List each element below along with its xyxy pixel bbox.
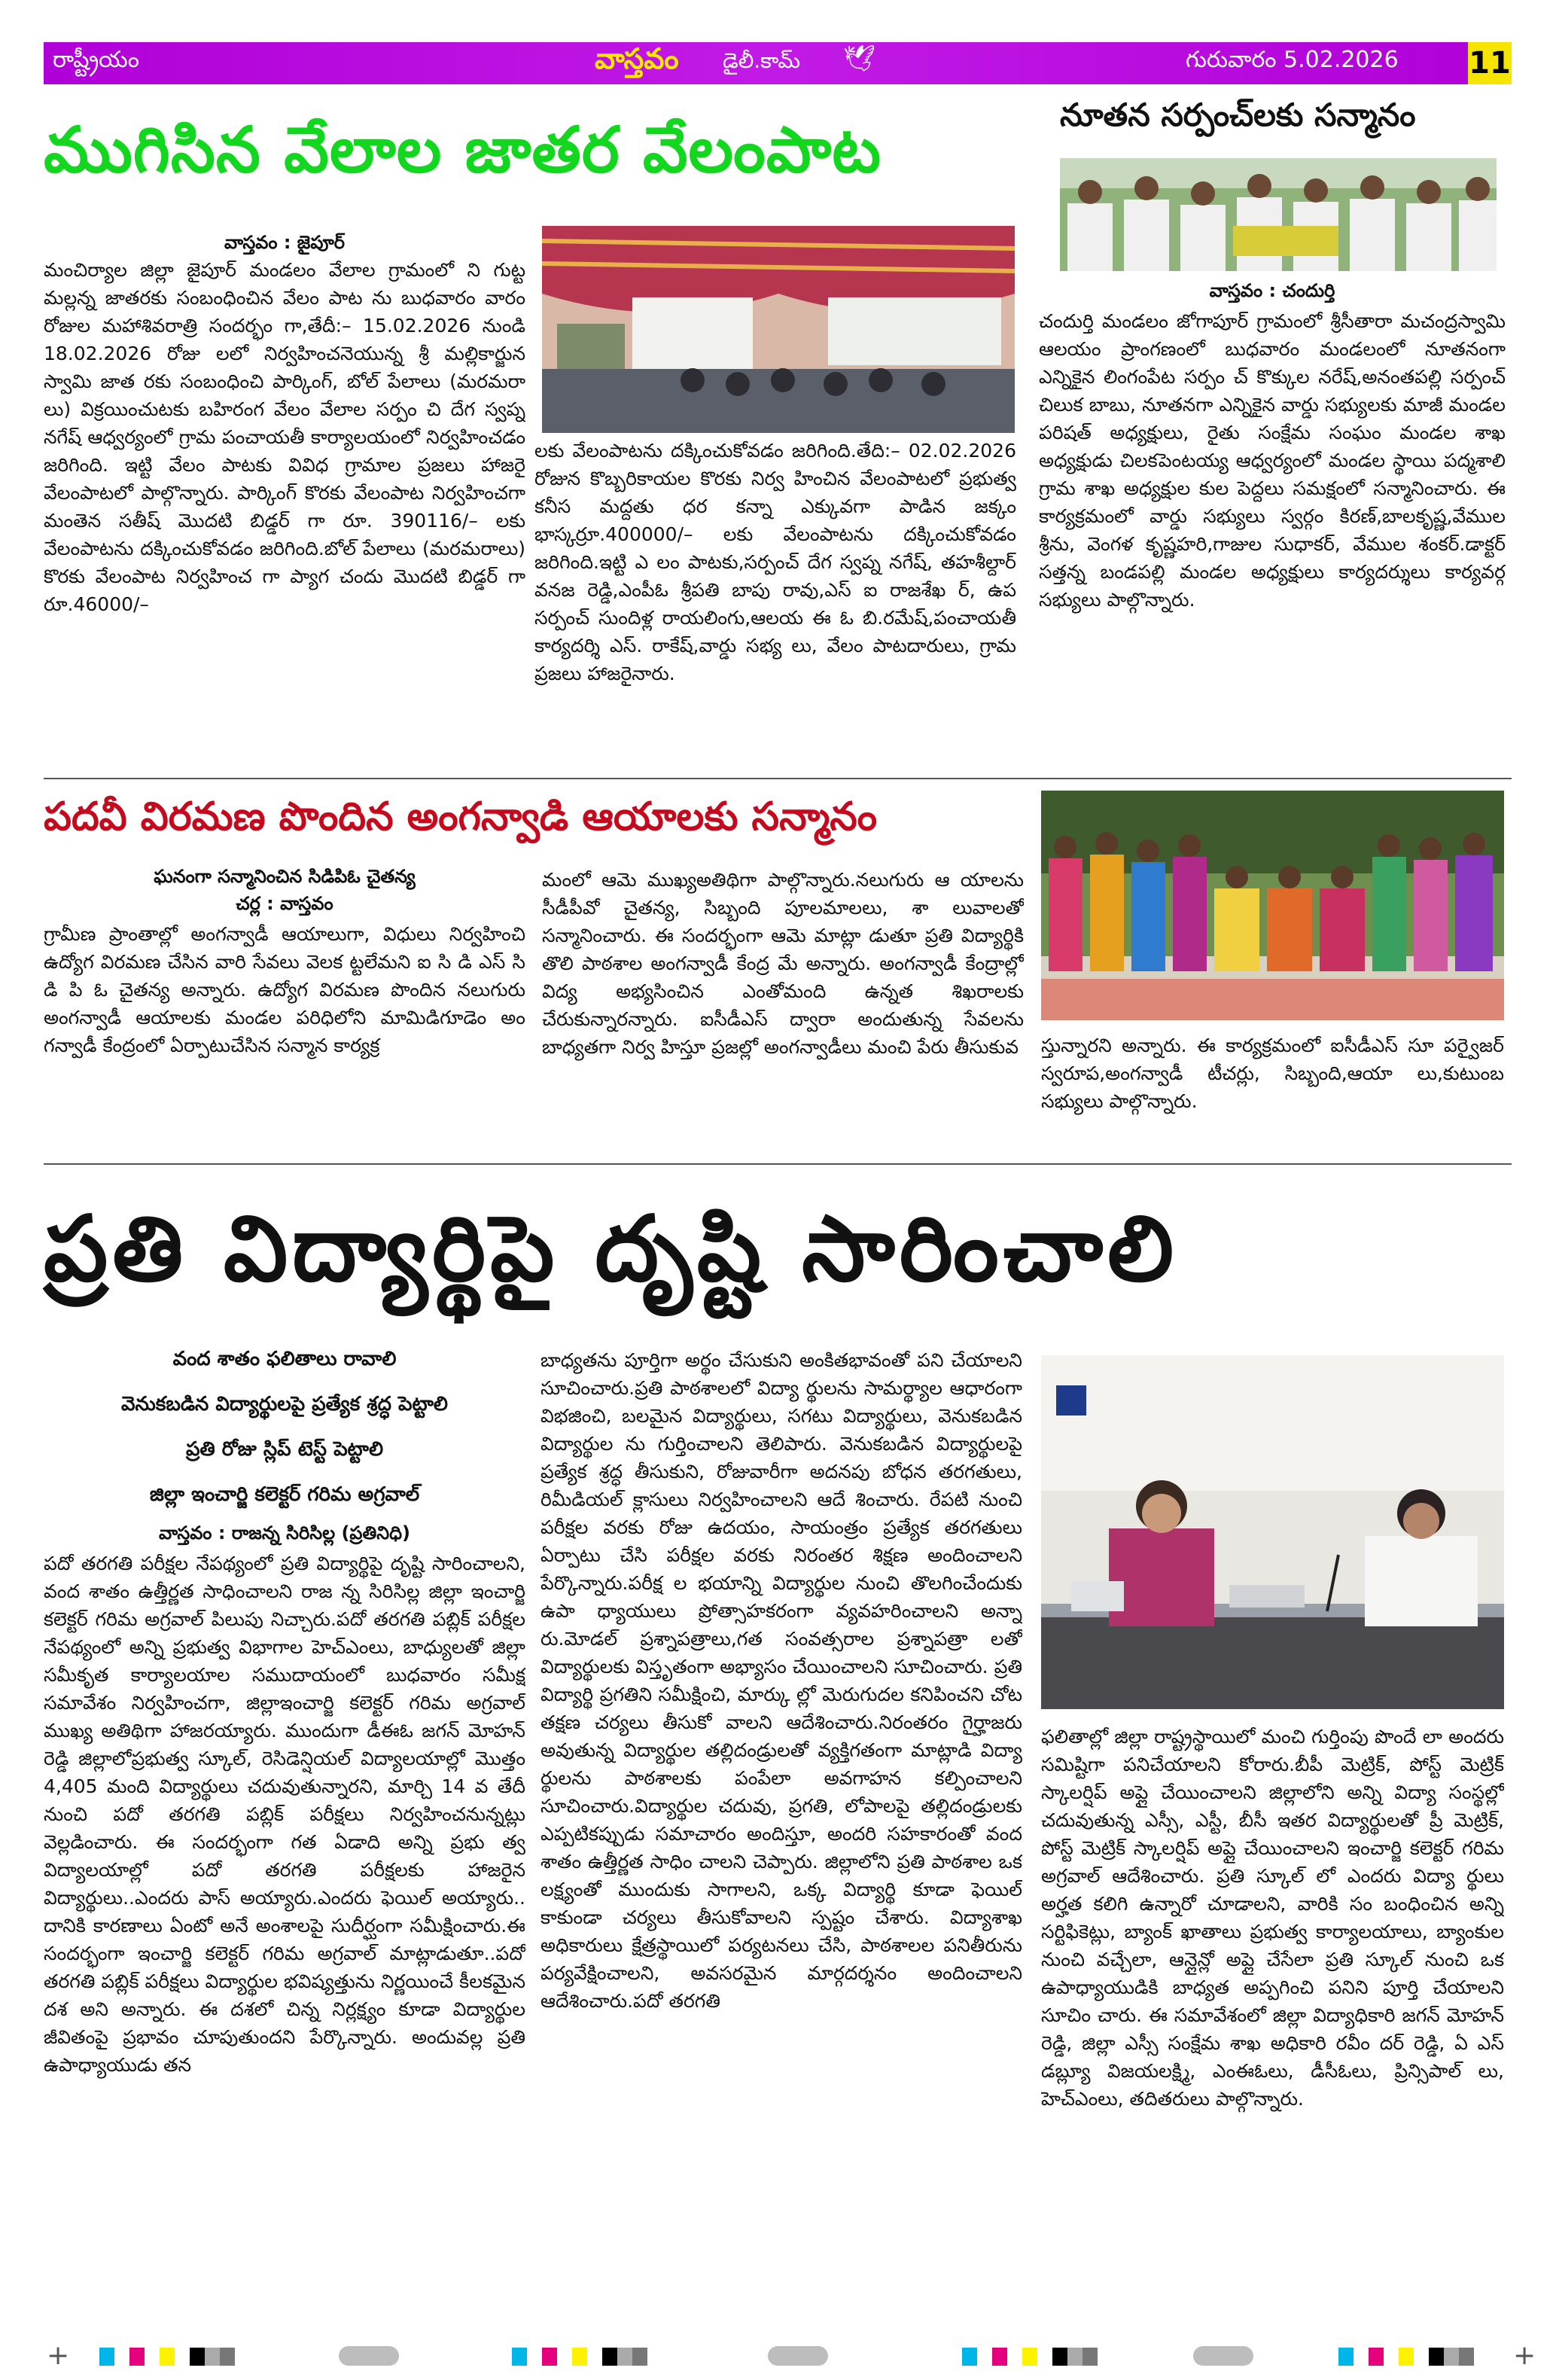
story4-photo xyxy=(1041,1355,1504,1709)
newspaper-logo: వాస్తవం xyxy=(595,42,679,75)
story4-headline: ప్రతి విద్యార్థిపై దృష్టి సారించాలి xyxy=(44,1197,1179,1302)
story1-photo xyxy=(542,226,1015,433)
story1-headline: ముగిసిన వేలాల జాతర వేలంపాట xyxy=(44,113,882,187)
story3-dateline: చర్ల : వాస్తవం xyxy=(236,893,333,914)
story3-subhead: ఘనంగా సన్మానించిన సిడిపిఓ చైతన్య xyxy=(154,866,416,887)
section-divider-2 xyxy=(44,1163,1512,1165)
registration-cross-icon-2: + xyxy=(1513,2340,1536,2371)
story4-column-2: బాధ్యతను పూర్తిగా అర్థం చేసుకుని అంకితభావంతో పని చేయాలని సూచించారు.ప్రతి పాఠశాలలో విద్యా ర్థులను సామర్థ్యాల ఆధారంగా విభజించి, బలమైన విద్యార్థులు, సగటు విద్యార్థులు, వెనుకబడిన విద్యార్థుల ను గుర్తించాలని తెలిపారు. వెనుకబడిన విద్యార్థులపై ప్రత్యేక శ్రద్ధ తీసుకుని, రోజువారీగా అదనపు బోధన తరగతులు, రిమీడియల్ క్లాసులు నిర్వహించాలని ఆదే శించారు. రేపటి నుంచి పరీక్షల వరకు రోజు ఉదయం, సాయంత్రం ప్రత్యేక తరగతులు ఏర్పాటు చేసి పరీక్షల వరకు నిరంతర శిక్షణ అందించాలని పేర్కొన్నారు.పరీక్ష ల భయాన్ని విద్యార్థుల నుంచి తొలగించేందుకు ఉపా ధ్యాయులు ప్రోత్సాహకరంగా వ్యవహరించాలని అన్నా రు.మోడల్ ప్రశ్నాపత్రాలు,గత సంవత్సరాల ప్రశ్నాపత్రా లతో విద్యార్థులకు విస్తృతంగా అభ్యాసం చేయించాలని సూచించారు. ప్రతి విద్యార్థి ప్రగతిని సమీక్షించి, మార్కు ల్లో మెరుగుదల కనిపించని చోట తక్షణ చర్యలు తీసుకో వాలని ఆదేశించారు.నిరంతరం గైర్హాజరు అవుతున్న విద్యార్థుల తల్లిదండ్రులతో వ్యక్తిగతంగా మాట్లాడి విద్యా ర్థులను పాఠశాలకు పంపేలా అవగాహన కల్పించాలని సూచించారు.విద్యార్థుల చదువు, ప్రగతి, లోపాలపై తల్లిదండ్రులకు ఎప్పటికప్పుడు సమాచారం అందిస్తూ, అందరి సహకారంతో వంద శాతం ఉత్తీర్ణత సాధిం చాలని చెప్పారు. జిల్లాలోని ప్రతి పాఠశాల ఒక లక్ష్యంతో ముందుకు సాగాలని, ఒక్క విద్యార్థి కూడా ఫెయిల్ కాకుండా చర్యలు తీసుకోవాలని స్పష్టం చేశారు. విద్యాశాఖ అధికారులు క్షేత్రస్థాయిలో పర్యటనలు చేసి, పాఠశాలల పనితీరును పర్యవేక్షించాలని, అవసరమైన మార్గదర్శనం అందించాలని ఆదేశించారు.పదో తరగతి xyxy=(540,1349,1022,2012)
story2-photo xyxy=(1060,158,1497,271)
story3-column-1: గ్రామీణ ప్రాంతాల్లో అంగన్వాడీ ఆయాలుగా, విధులు నిర్వహించి ఉద్యోగ విరమణ చేసిన వారి సేవలు వెలక ట్టలేమని ఐ సి డి ఎస్ సి డి పి ఓ చైతన్య అన్నారు. ఉద్యోగ విరమణ పొందిన నలుగురు అంగన్వాడీ ఆయాలకు మండల పరిధిలోని మామిడిగూడెం అం గన్వాడీ కేంద్రంలో ఏర్పాటుచేసిన సన్మాన కార్యక్ర xyxy=(44,923,525,1056)
section-name: రాష్ట్రీయం xyxy=(53,47,139,73)
registration-pill-2 xyxy=(768,2346,828,2366)
story4-dateline: వాస్తవం : రాజన్న సిరిసిల్ల (ప్రతినిధి) xyxy=(158,1522,411,1543)
story4-column-3: ఫలితాల్లో జిల్లా రాష్ట్రస్థాయిలో మంచి గుర్తింపు పొందే లా అందరు సమిష్టిగా పనిచేయాలని కోరారు.బీపీ మెట్రిక్, పోస్ట్ మెట్రిక్ స్కాలర్షిప్ అప్లై చేయించాలని జిల్లాలోని అన్ని విద్యా సంస్థల్లో చదువుతున్న ఎస్సీ, ఎస్టీ, బీసీ ఇతర విద్యార్థులతో ప్రీ మెట్రిక్, పోస్ట్ మెట్రిక్ స్కాలర్షిప్ అప్లై చేయించాలని ఇంచార్జి కలెక్టర్ గరిమ అగ్రవాల్ ఆదేశించారు. ప్రతి స్కూల్ లో ఎందరు విద్యా ర్థులు అర్హత కలిగి ఉన్నారో చూడాలని, వారికి సం బంధించిన అన్ని సర్టిఫికెట్లు, బ్యాంక్ ఖాతాలు ప్రభుత్వ కార్యాలయాలు, బ్యాంకుల నుంచి వచ్చేలా, ఆన్లైన్లో అప్లై చేసేలా ప్రతి స్కూల్ నుంచి ఒక ఉపాధ్యాయుడికి బాధ్యత అప్పగించి పనిని పూర్తి చేయాలని సూచిం చారు. ఈ సమావేశంలో జిల్లా విద్యాధికారి జగన్ మోహన్ రెడ్డి, జిల్లా ఎస్సీ సంక్షేమ శాఖ అధికారి రవీం దర్ రెడ్డి, ఏ ఎస్ డబ్ల్యూ విజయలక్ష్మి, ఎంఈఓలు, డీసీఓలు, ప్రిన్సిపాల్ లు, హెచ్ఎంలు, తదితరులు పాల్గొన్నారు. xyxy=(1041,1726,1504,2110)
color-bar-4 xyxy=(1338,2348,1474,2366)
story4-column-1: పదో తరగతి పరీక్షల నేపథ్యంలో ప్రతి విద్యార్థిపై దృష్టి సారించాలని, వంద శాతం ఉత్తీర్ణత సాధించాలని రాజ న్న సిరిసిల్ల జిల్లా ఇంచార్జి కలెక్టర్ గరిమ అగ్రవాల్ పిలుపు నిచ్చారు.పదో తరగతి పబ్లిక్ పరీక్షల నేపథ్యంలో అన్ని ప్రభుత్వ విభాగాల హెచ్ఎంలు, బాధ్యులతో జిల్లా సమీకృత కార్యాలయాల సముదాయంలో బుధవారం సమీక్ష సమావేశం నిర్వహించగా, జిల్లాఇంచార్జి కలెక్టర్ గరిమ అగ్రవాల్ ముఖ్య అతిథిగా హాజరయ్యారు. ముందుగా డీఈఓ జగన్ మోహన్ రెడ్డి జిల్లాలోప్రభుత్వ స్కూల్, రెసిడెన్షియల్ విద్యాలయాల్లో మొత్తం 4,405 మంది విద్యార్థులు చదువుతున్నారని, మార్చి 14 వ తేదీ నుంచి పదో తరగతి పబ్లిక్ పరీక్షలు నిర్వహించనున్నట్లు వెల్లడించారు. ఈ సందర్భంగా గత ఏడాది అన్ని ప్రభు త్వ విద్యాలయాల్లో పదో తరగతి పరీక్షలకు హాజరైన విద్యార్థులు..ఎందరు పాస్ అయ్యారు.ఎందరు ఫెయిల్ అయ్యారు.. దానికి కారణాలు ఏంటో అనే అంశాలపై సుదీర్ఘంగా సమీక్షించారు.ఈ సందర్భంగా ఇంచార్జి కలెక్టర్ గరిమ అగ్రవాల్ మాట్లాడుతూ..పదో తరగతి పబ్లిక్ పరీక్షలు విద్యార్థుల భవిష్యత్తును నిర్ణయించే కీలకమైన దశ అని అన్నారు. ఈ దశలో చిన్న నిర్లక్ష్యం కూడా విద్యార్థుల జీవితంపై ప్రభావం చూపుతుందని పేర్కొన్నారు. అందువల్ల ప్రతి ఉపాధ్యాయుడు తన xyxy=(44,1553,525,2076)
story4-subhead-2: వెనుకబడిన విద్యార్థులపై ప్రత్యేక శ్రద్ధ పెట్టాలి xyxy=(121,1393,448,1416)
story2-headline: నూతన సర్పంచ్‌లకు సన్మానం xyxy=(1060,96,1416,133)
story1-dateline: వాస్తవం : జైపూర్ xyxy=(224,232,345,253)
story3-headline: పదవీ విరమణ పొందిన అంగన్వాడి ఆయాలకు సన్మానం xyxy=(44,794,878,840)
section-divider xyxy=(44,778,1512,779)
story1-column-2: లకు వేలంపాటను దక్కించుకోవడం జరిగింది.తేది:– 02.02.2026 రోజున కొబ్బరికాయల కొరకు నిర్వ హించిన వేలంపాటలో ప్రభుత్వ కనీస మద్దతు ధర కన్నా ఎక్కువగా పాడిన జక్కం భాస్కర్రూ.400000/– లకు వేలంపాటను దక్కించుకోవడం జరిగింది.ఇట్టి ఎ లం పాటకు,సర్పంచ్ దేగ స్వప్న నగేష్, తహశీల్దార్ వనజ రెడ్డి,ఎంపీఓ శ్రీపతి బాపు రావు,ఎస్ ఐ రాజశేఖ ర్, ఉప సర్పంచ్ సుందిళ్ల రాయలింగు,ఆలయ ఈ ఓ బి.రమేష్,పంచాయతీ కార్యదర్శి ఎస్. రాకేష్,వార్డు సభ్య లు, వేలం పాటదారులు, గ్రామ ప్రజలు హాజరైనారు. xyxy=(534,440,1016,684)
color-bar-2 xyxy=(512,2348,647,2366)
registration-cross-icon: + xyxy=(47,2340,70,2371)
story3-photo xyxy=(1041,791,1504,1020)
color-bar-1 xyxy=(99,2348,235,2366)
story4-subhead-1: వంద శాతం ఫలితాలు రావాలి xyxy=(172,1348,397,1370)
registration-pill xyxy=(339,2346,399,2366)
story3-column-3: స్తున్నారని అన్నారు. ఈ కార్యక్రమంలో ఐసీడీఎస్ సూ పర్వైజర్ స్వరూప,అంగన్వాడీ టీచర్లు, సిబ్బంది,ఆయా లు,కుటుంబ సభ్యులు పాల్గొన్నారు. xyxy=(1041,1035,1504,1112)
color-bar-3 xyxy=(962,2348,1098,2366)
story4-subhead-4: జిల్లా ఇంచార్జి కలెక్టర్ గరిమ అగ్రవాల్ xyxy=(149,1483,420,1506)
registration-pill-3 xyxy=(1193,2346,1253,2366)
story4-subhead-3: ప్రతి రోజు స్లిప్ టెస్ట్ పెట్టాలి xyxy=(185,1438,384,1461)
story2-body: చందుర్తి మండలం జోగాపూర్ గ్రామంలో శ్రీసీతారా మచంద్రస్వామి ఆలయం ప్రాంగణంలో బుధవారం మండలంలో నూతనంగా ఎన్నికైన లింగంపేట సర్పం చ్ కొక్కుల నరేష్,అనంతపల్లి సర్పంచ్ చిలుక బాబు, నూతనగా ఎన్నికైన వార్డు సభ్యులకు మాజీ మండల పరిషత్ అధ్యక్షులు, రైతు సంక్షేమ సంఘం మండల శాఖ అధ్యక్షుడు చిలకపెంటయ్య ఆధ్వర్యంలో మండల స్థాయి పద్మశాలి గ్రామ శాఖ అధ్యక్షుల కుల పెద్దలు సమక్షంలో సన్మానించారు. ఈ కార్యక్రమంలో వార్డు సభ్యులు స్వర్గం కిరణ్,బాలకృష్ణ,వేముల శ్రీను, వెంగళ కృష్ణహరి,గాజుల సుధాకర్, వేముల శంకర్.డాక్టర్ సత్తన్న బండపల్లి మండల అధ్యక్షులు కార్యదర్శులు కార్యవర్గ సభ్యులు పాల్గొన్నారు. xyxy=(1039,310,1506,611)
bird-icon: 🕊 xyxy=(843,44,876,74)
newspaper-logo-sub: డైలీ.కామ్ xyxy=(723,48,801,73)
story3-column-2: మంలో ఆమె ముఖ్యఅతిథిగా పాల్గొన్నారు.నలుగురు ఆ యాలను సీడీపీవో చైతన్య, సిబ్బంది పూలమాలలు, శా లువాలతో సన్మానించారు. ఈ సందర్భంగా ఆమె మాట్లా డుతూ ప్రతి విద్యార్థికి తొలి పాఠశాల అంగన్వాడీ కేంద్ర మే అన్నారు. అంగన్వాడీ కేంద్రాల్లో విద్య అభ్యసించిన ఎంతోమంది ఉన్నత శిఖరాలకు చేరుకున్నారన్నారు. ఐసీడీఎస్ ద్వారా అందుతున్న సేవలను బాధ్యతగా నిర్వ హిస్తూ ప్రజల్లో అంగన్వాడీలు మంచి పేరు తీసుకువ xyxy=(542,869,1024,1058)
issue-date: గురువారం 5.02.2026 xyxy=(1186,47,1399,73)
page-number: 11 xyxy=(1468,42,1512,84)
story2-dateline: వాస్తవం : చందుర్తి xyxy=(1209,280,1335,301)
story1-column-1: మంచిర్యాల జిల్లా జైపూర్ మండలం వేలాల గ్రామంలో ని గుట్ట మల్లన్న జాతరకు సంబంధించిన వేలం పాట ను బుధవారం వారం రోజుల మహాశివరాత్రి సందర్భం గా,తేదీ:– 15.02.2026 నుండి 18.02.2026 రోజు లలో నిర్వహించనెయున్న శ్రీ మల్లికార్జున స్వామి జాత రకు సంబంధించి పార్కింగ్, బోల్ పేలాలు (మరమరా లు) విక్రయించుటకు బహిరంగ వేలం వేలాల సర్పం చి దేగ స్వప్న నగేష్ ఆధ్వర్యంలో గ్రామ పంచాయతీ కార్యాలయంలో నిర్వహించడం జరిగింది. ఇట్టి వేలం పాటకు వివిధ గ్రామాల ప్రజలు హాజరై వేలంపాటలో పాల్గొన్నారు. పార్కింగ్ కొరకు వేలంపాట నిర్వహించగా మంతెన సతీష్ మొదటి బిడ్డర్ గా రూ. 390116/– లకు వేలంపాటను దక్కించుకోవడం జరిగింది.బోల్ పేలాలు (మరమరాలు) కొరకు వేలంపాట నిర్వహించ గా ప్యాగ చందు మొదటి బిడ్డర్ గా రూ.46000/– xyxy=(44,259,525,615)
